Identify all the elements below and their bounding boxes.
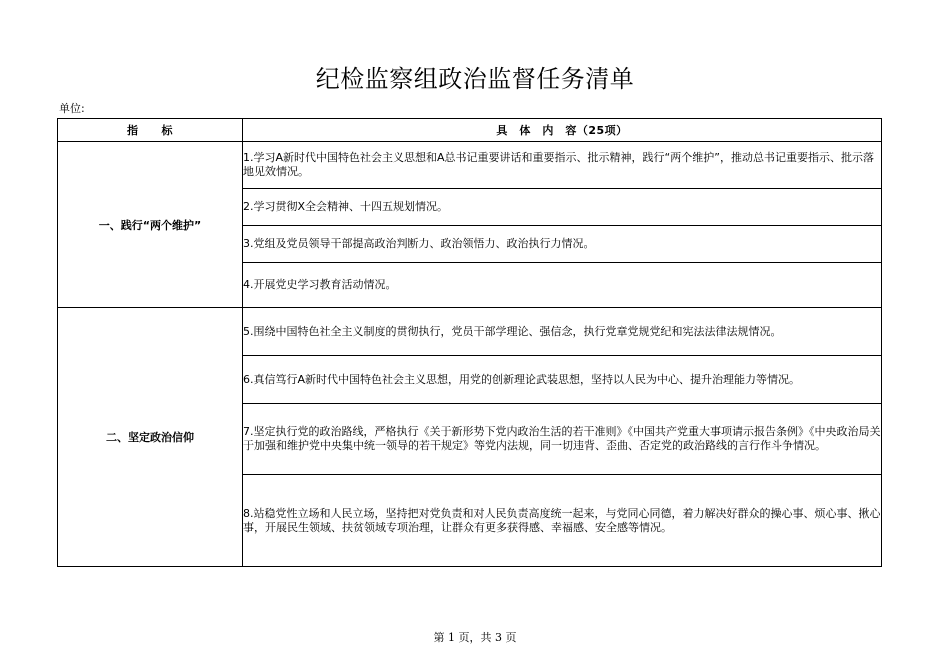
item-text: 5.围绕中国特色社全主义制度的贯彻执行，党员干部学理论、强信念，执行党章党规党纪和宪法法律法规情况。 bbox=[243, 324, 782, 338]
indicator-cell: 二、坚定政治信仰 bbox=[58, 308, 243, 567]
unit-label: 单位: bbox=[59, 102, 85, 115]
content-cell bbox=[243, 404, 882, 475]
table-header-row bbox=[58, 119, 882, 142]
item-text: 7.坚定执行党的政治路线，严格执行《关于新形势下党内政治生活的若干准则》《中国共产党重大事项请示报告条例》《中央政治局关于加强和维护党中央集中统一领导的若干规定》等党内法规，同一切违背、歪曲、否定党的政治路线的言行作斗争情况。 bbox=[243, 425, 881, 452]
item-text: 6.真信笃行A新时代中国特色社会主义思想，用党的创新理论武装思想，坚持以人民为中心、提升治理能力等情况。 bbox=[243, 372, 801, 386]
page-number-footer: 第 1 页，共 3 页 bbox=[433, 631, 517, 644]
item-text: 3.党组及党员领导干部提高政治判断力、政治领悟力、政治执行力情况。 bbox=[243, 237, 595, 250]
indicator-cell: 一、践行“两个维护” bbox=[58, 142, 243, 308]
item-text: 1.学习A新时代中国特色社会主义思想和A总书记重要讲话和重要指示、批示精神，践行“两个维护”，推动总书记重要指示、批示落地见效情况。 bbox=[243, 151, 874, 178]
content-cell bbox=[243, 263, 882, 308]
content-cell bbox=[243, 356, 882, 404]
page-title: 纪检监察组政治监督任务清单 bbox=[315, 65, 635, 93]
item-text: 2.学习贯彻X全会精神、十四五规划情况。 bbox=[243, 200, 449, 213]
content-cell bbox=[243, 142, 882, 189]
content-cell bbox=[243, 189, 882, 226]
item-text: 4.开展党史学习教育活动情况。 bbox=[243, 278, 397, 291]
content-cell bbox=[243, 226, 882, 263]
table-row bbox=[58, 308, 882, 356]
content-cell bbox=[243, 475, 882, 567]
content-cell bbox=[243, 308, 882, 356]
table-row bbox=[58, 142, 882, 189]
header-content: 具 体 内 容（25项） bbox=[243, 119, 882, 142]
item-text: 8.站稳党性立场和人民立场，坚持把对党负责和对人民负责高度统一起来，与党同心同德，着力解决好群众的操心事、烦心事、揪心事，开展民生领域、扶贫领域专项治理，让群众有更多获得感、幸福感、安全感等情况。 bbox=[243, 506, 881, 534]
task-list-table bbox=[57, 118, 882, 567]
header-indicator: 指 标 bbox=[58, 119, 243, 142]
